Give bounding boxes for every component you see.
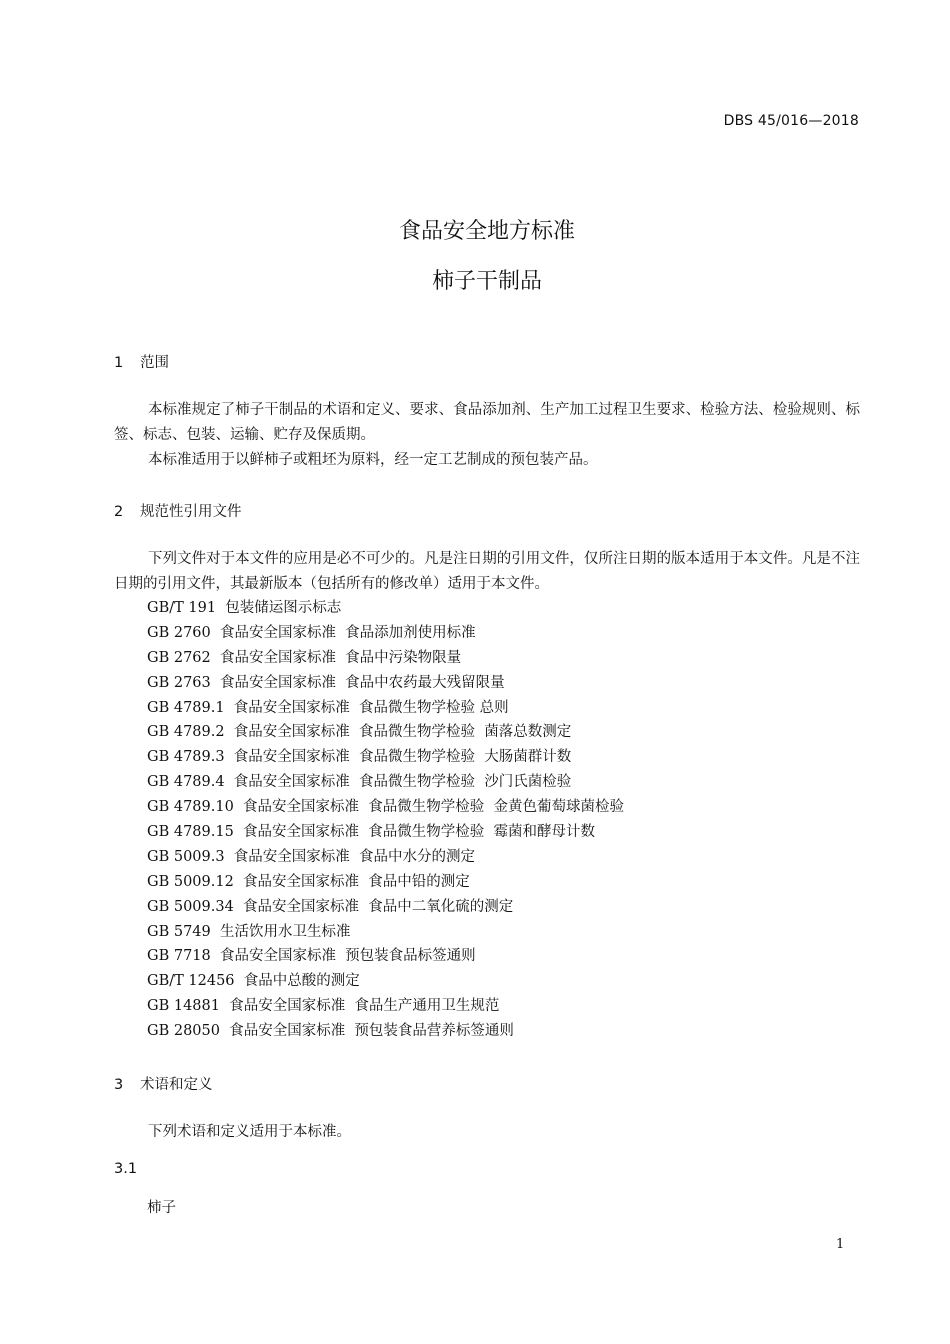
section-1-heading [114,351,169,372]
section-number: 3 [114,1077,124,1093]
reference-item: GB/T 191 包装储运图示标志 [147,600,342,616]
reference-item: GB 28050 食品安全国家标准 预包装食品营养标签通则 [147,1023,514,1040]
section-number: 2 [114,504,124,520]
references-intro: 下列文件对于本文件的应用是必不可少的。凡是注日期的引用文件，仅所注日期的版本适用于本文件。凡是不注日期的引用文件，其最新版本（包括所有的修改单）适用于本文件。 [114,551,860,592]
reference-item: GB 2760 食品安全国家标准 食品添加剂使用标准 [147,624,476,641]
reference-item: GB 5009.12 食品安全国家标准 食品中铅的测定 [147,873,470,890]
reference-list [147,596,624,1044]
term-name: 柿子 [147,1200,176,1216]
section-2-heading [114,500,242,521]
document-subtitle: 柿子干制品 [431,269,542,294]
reference-item: GB 4789.3 食品安全国家标准 食品微生物学检验 大肠菌群计数 [147,749,572,766]
standard-code: DBS 45/016—2018 [723,113,859,129]
section-title: 规范性引用文件 [140,504,242,520]
reference-item: GB 14881 食品安全国家标准 食品生产通用卫生规范 [147,998,500,1015]
section-3-heading [114,1073,213,1094]
reference-item: GB 4789.2 食品安全国家标准 食品微生物学检验 菌落总数测定 [147,724,572,741]
scope-paragraph-1: 本标准规定了柿子干制品的术语和定义、要求、食品添加剂、生产加工过程卫生要求、检验方法、检验规则、标签、标志、包装、运输、贮存及保质期。 [114,402,860,443]
reference-item: GB 4789.10 食品安全国家标准 食品微生物学检验 金黄色葡萄球菌检验 [147,799,624,816]
reference-item: GB 2763 食品安全国家标准 食品中农药最大残留限量 [147,674,505,691]
reference-item: GB 5009.3 食品安全国家标准 食品中水分的测定 [147,848,476,865]
reference-item: GB 4789.1 食品安全国家标准 食品微生物学检验 总则 [147,699,509,716]
reference-item: GB 5749 生活饮用水卫生标准 [147,923,351,940]
terms-intro: 下列术语和定义适用于本标准。 [148,1124,351,1140]
page-number: 1 [836,1237,845,1252]
reference-item: GB 4789.15 食品安全国家标准 食品微生物学检验 霉菌和酵母计数 [147,824,595,841]
reference-item: GB 2762 食品安全国家标准 食品中污染物限量 [147,649,462,666]
document-title: 食品安全地方标准 [398,219,575,244]
reference-item: GB 7718 食品安全国家标准 预包装食品标签通则 [147,948,476,965]
section-number: 1 [114,355,124,371]
section-title: 术语和定义 [140,1077,213,1093]
reference-item: GB 4789.4 食品安全国家标准 食品微生物学检验 沙门氏菌检验 [147,774,572,791]
reference-item: GB 5009.34 食品安全国家标准 食品中二氧化硫的测定 [147,898,514,915]
subsection-number: 3.1 [114,1161,138,1177]
scope-paragraph-2: 本标准适用于以鲜柿子或粗坯为原料，经一定工艺制成的预包装产品。 [148,452,598,468]
reference-item: GB/T 12456 食品中总酸的测定 [147,973,360,990]
section-title: 范围 [140,355,169,371]
